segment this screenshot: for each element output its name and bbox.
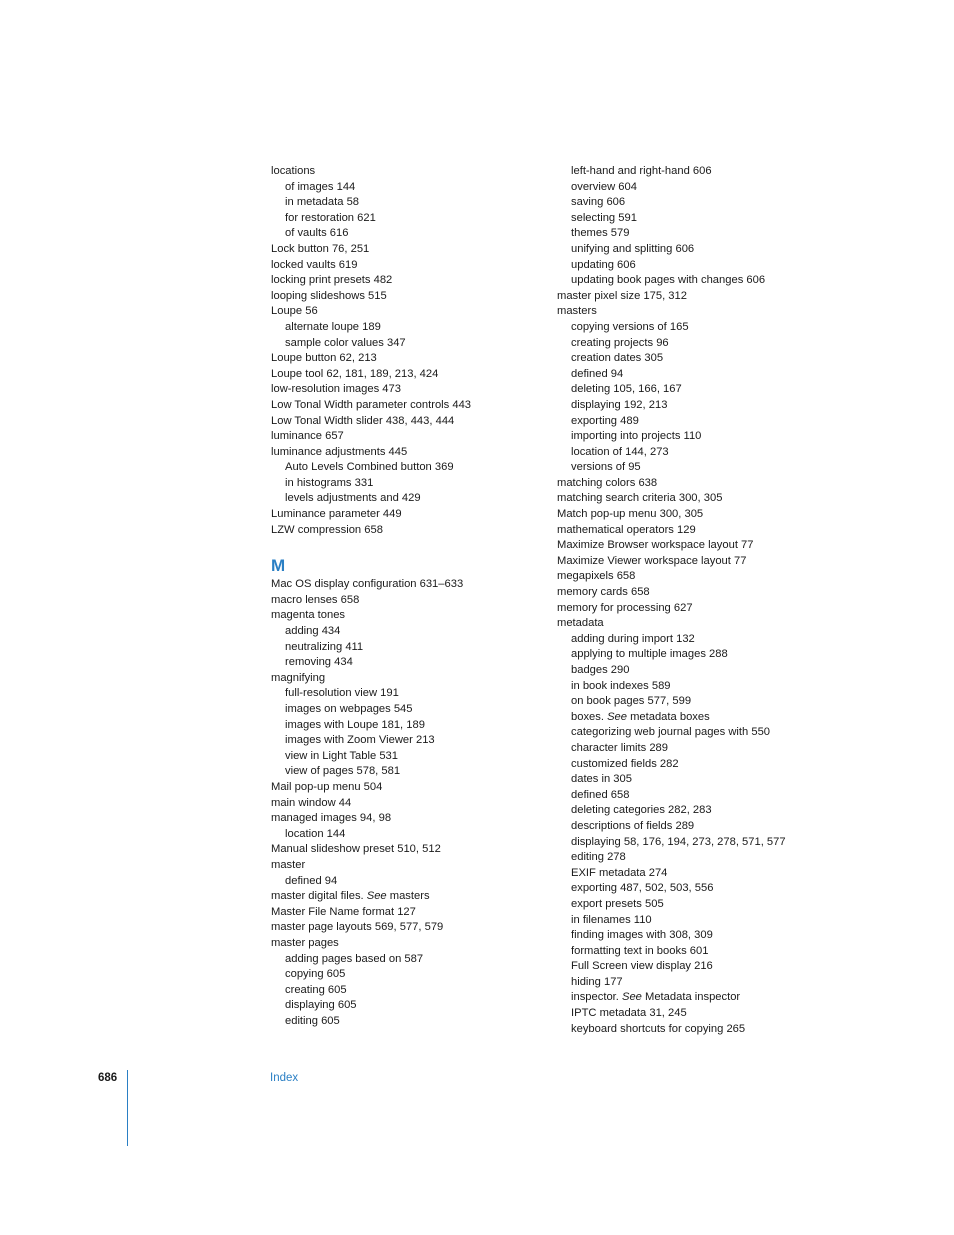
index-entry-text: boxes.: [571, 710, 608, 723]
index-entry: master page layouts 569, 577, 579: [271, 921, 444, 934]
index-subentry: formatting text in books 601: [571, 944, 709, 957]
index-entry: magnifying: [271, 671, 326, 684]
index-subentry: location of 144, 273: [571, 445, 669, 458]
index-entry: master pixel size 175, 312: [557, 289, 687, 302]
index-subentry: adding pages based on 587: [285, 952, 424, 965]
index-entry: masters: [557, 305, 597, 318]
index-entry: Mac OS display configuration 631–633: [271, 578, 464, 591]
index-subentry: adding 434: [285, 625, 341, 638]
index-subentry: [557, 710, 857, 726]
index-subentry: deleting categories 282, 283: [571, 804, 712, 817]
index-entry: megapixels 658: [557, 570, 636, 583]
index-subentry: displaying 605: [285, 999, 357, 1012]
index-subentry: dates in 305: [571, 773, 632, 786]
see-reference: See: [607, 710, 627, 723]
index-subentry: of images 144: [285, 180, 356, 193]
index-entry: LZW compression 658: [271, 523, 383, 536]
index-letter-heading: M: [271, 556, 286, 576]
index-subentry: defined 94: [285, 874, 338, 887]
index-entry: master pages: [271, 936, 339, 949]
index-subentry: categorizing web journal pages with 550: [571, 726, 771, 739]
index-entry: Loupe 56: [271, 305, 318, 318]
index-subentry: creation dates 305: [571, 352, 664, 365]
index-subentry: creating 605: [285, 983, 347, 996]
see-target: metadata boxes: [626, 710, 710, 723]
index-entry: memory cards 658: [557, 586, 650, 599]
index-entry: [271, 889, 551, 905]
index-entry: Master File Name format 127: [271, 905, 416, 918]
index-entry: Mail pop-up menu 504: [271, 780, 383, 793]
index-subentry: neutralizing 411: [285, 640, 364, 653]
index-entry: Loupe button 62, 213: [271, 352, 377, 365]
index-subentry: versions of 95: [571, 461, 641, 474]
index-subentry: Auto Levels Combined button 369: [285, 461, 454, 474]
index-entry: looping slideshows 515: [271, 289, 387, 302]
index-subentry: displaying 192, 213: [571, 398, 668, 411]
index-subentry: deleting 105, 166, 167: [571, 383, 682, 396]
see-reference: See: [366, 890, 387, 903]
index-subentry: Full Screen view display 216: [571, 960, 713, 973]
index-subentry: full-resolution view 191: [285, 687, 399, 700]
index-subentry: selecting 591: [571, 211, 637, 224]
see-target: Metadata inspector: [641, 991, 741, 1004]
index-subentry: in metadata 58: [285, 196, 360, 209]
index-subentry: keyboard shortcuts for copying 265: [571, 1022, 746, 1035]
index-subentry: for restoration 621: [285, 211, 376, 224]
index-subentry: overview 604: [571, 180, 637, 193]
index-entry: Luminance parameter 449: [271, 508, 402, 521]
index-subentry: location 144: [285, 827, 346, 840]
index-subentry: applying to multiple images 288: [571, 648, 728, 661]
index-entry: Maximize Browser workspace layout 77: [557, 539, 754, 552]
index-entry: Lock button 76, 251: [271, 242, 370, 255]
index-entry: macro lenses 658: [271, 593, 360, 606]
index-subentry: importing into projects 110: [571, 430, 702, 443]
index-entry: Match pop-up menu 300, 305: [557, 508, 704, 521]
index-subentry: in histograms 331: [285, 476, 374, 489]
index-subentry: view in Light Table 531: [285, 749, 398, 762]
index-entry: Low Tonal Width slider 438, 443, 444: [271, 414, 455, 427]
index-entry: master: [271, 858, 306, 871]
index-subentry: IPTC metadata 31, 245: [571, 1007, 687, 1020]
index-subentry: [557, 990, 857, 1006]
index-column-left: [271, 164, 551, 1029]
index-entry: magenta tones: [271, 609, 346, 622]
index-subentry: on book pages 577, 599: [571, 695, 692, 708]
index-subentry: displaying 58, 176, 194, 273, 278, 571, 577: [571, 835, 786, 848]
see-reference: See: [622, 991, 642, 1004]
index-entry: matching colors 638: [557, 476, 658, 489]
index-entry: low-resolution images 473: [271, 383, 401, 396]
index-entry: Low Tonal Width parameter controls 443: [271, 398, 472, 411]
index-subentry: export presets 505: [571, 897, 664, 910]
index-subentry: defined 94: [571, 367, 624, 380]
index-subentry: alternate loupe 189: [285, 320, 381, 333]
page-number: 686: [98, 1072, 118, 1084]
index-subentry: of vaults 616: [285, 227, 349, 240]
index-subentry: in book indexes 589: [571, 679, 671, 692]
index-subentry: customized fields 282: [571, 757, 679, 770]
index-subentry: defined 658: [571, 788, 630, 801]
index-subentry: images on webpages 545: [285, 703, 413, 715]
index-subentry: EXIF metadata 274: [571, 866, 668, 879]
index-entry: luminance adjustments 445: [271, 445, 408, 458]
index-subentry: copying versions of 165: [571, 320, 689, 333]
index-subentry: saving 606: [571, 196, 626, 209]
index-entry-text: inspector.: [571, 991, 622, 1004]
index-entry: Manual slideshow preset 510, 512: [271, 843, 441, 856]
index-subentry: removing 434: [285, 656, 353, 669]
index-column-right: [557, 164, 857, 1037]
index-subentry: levels adjustments and 429: [285, 492, 421, 505]
index-subentry: badges 290: [571, 664, 630, 676]
index-subentry: adding during import 132: [571, 632, 695, 645]
index-subentry: sample color values 347: [285, 336, 406, 349]
index-subentry: unifying and splitting 606: [571, 242, 695, 255]
index-entry: locking print presets 482: [271, 274, 393, 287]
index-subentry: updating book pages with changes 606: [571, 274, 766, 287]
index-subentry: hiding 177: [571, 975, 623, 988]
index-entry-text: master digital files.: [271, 890, 367, 903]
index-subentry: images with Zoom Viewer 213: [285, 734, 435, 747]
index-subentry: exporting 487, 502, 503, 556: [571, 882, 714, 895]
index-entry: managed images 94, 98: [271, 812, 392, 825]
index-entry: matching search criteria 300, 305: [557, 492, 723, 505]
index-subentry: in filenames 110: [571, 913, 652, 926]
index-subentry: finding images with 308, 309: [571, 929, 713, 942]
index-subentry: updating 606: [571, 258, 636, 271]
index-subentry: copying 605: [285, 968, 346, 981]
index-entry: mathematical operators 129: [557, 523, 696, 536]
index-entry: luminance 657: [271, 430, 344, 443]
index-entry: locations: [271, 165, 316, 177]
index-subentry: creating projects 96: [571, 336, 669, 349]
index-entry: locked vaults 619: [271, 258, 358, 271]
footer-section-name: Index: [270, 1072, 299, 1084]
index-entry: metadata: [557, 617, 604, 630]
index-subentry: left-hand and right-hand 606: [571, 165, 712, 177]
index-subentry: images with Loupe 181, 189: [285, 718, 425, 731]
index-entry: Loupe tool 62, 181, 189, 213, 424: [271, 367, 439, 380]
index-subentry: editing 605: [285, 1014, 340, 1027]
see-target: masters: [386, 890, 430, 903]
index-entry: Maximize Viewer workspace layout 77: [557, 554, 747, 567]
index-entry: memory for processing 627: [557, 601, 693, 614]
index-subentry: character limits 289: [571, 741, 668, 754]
footer-divider: [127, 1070, 128, 1146]
index-subentry: editing 278: [571, 851, 626, 864]
index-subentry: descriptions of fields 289: [571, 819, 695, 832]
index-subentry: themes 579: [571, 227, 630, 240]
index-subentry: view of pages 578, 581: [285, 765, 401, 778]
index-entry: main window 44: [271, 796, 352, 809]
index-subentry: exporting 489: [571, 414, 639, 427]
